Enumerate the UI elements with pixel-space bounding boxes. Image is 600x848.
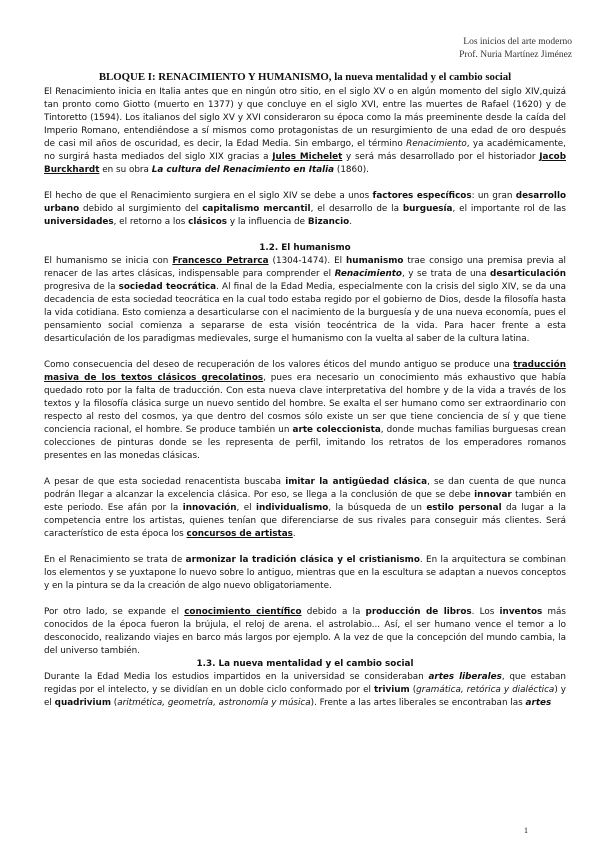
text: . Al final de la Edad Media, especialmente con la crisis del siglo XIV, se da una decadencia de esta sociedad teocrática en la cual todo estaba regido por el gobierno de Dios, desde la filosofía hasta la vida cotidiana. Esto comienza a desarticularse con el nacimiento de la burguesía y de una nueva economía, pues el pensamiento social comienza a separarse de esta visión teocéntrica de la vida. Para hacer frente a esta desarticulación de los paradigmas medievales, surge el humanismo con la vuelta al saber de la cultura latina. <box>44 282 566 344</box>
text: progresiva de la <box>44 282 119 292</box>
text: , el retorno a los <box>113 217 189 227</box>
text: , pues era necesario un conocimiento más exhaustivo que había quedado roto por la falta de traducción. Con esta nueva clave interpretativa del hombre y de la vida a través de los textos y la filosofía clásica surge un nuevo sentido del hombre. Se exalta el ser humano como ser extraordinario con respecto al resto del cosmos, ya que dentro del cosmos sólo existe un ser que tiene conciencia de sí y que tiene conciencia racional, el hombre. Se produce también un <box>44 373 567 435</box>
text: en su obra <box>99 165 152 175</box>
term: gramática, retórica y dialéctica <box>416 685 555 695</box>
running-header <box>459 36 572 62</box>
emphasis: universidades <box>44 217 114 227</box>
emphasis: desarticulación <box>490 269 566 279</box>
emphasis: arte coleccionista <box>292 425 381 435</box>
text: , ya académicamente, no surgirá hasta mediados del siglo XIX gracias a <box>44 139 566 162</box>
emphasis: individualismo <box>255 503 329 513</box>
term: aritmética, geometría, astronomía y música <box>117 698 311 708</box>
page-title: BLOQUE I: RENACIMIENTO Y HUMANISMO, la nueva mentalidad y el cambio social <box>98 71 512 83</box>
paragraph-artes-liberales <box>44 671 566 710</box>
text: El Renacimiento inicia en Italia antes que en ningún otro sitio, en el siglo XV o en algún momento del siglo XIV,quizá tan pronto como Giotto (muerto en 1377) y que concluye en el siglo XVI, entre las muertes de Rafael (1620) y de Tintoretto (1594). Los italianos del siglo XV y XVI consideraron su época como la más preeminente desde la caída del Imperio Romano, entendiéndose a sí mismos como protagonistas de un resurgimiento de una edad de oro después de casi mil años de oscuridad, es decir, la Edad Media. Sin embargo, el término <box>44 87 566 149</box>
text: (1860). <box>334 165 369 175</box>
text: ( <box>409 685 417 695</box>
emphasis: desarrollo urbano <box>44 191 567 214</box>
text: , que estaban regidas por el intelecto, y se dividían en un doble ciclo conformado por el <box>44 672 566 695</box>
emphasis: innovar <box>474 490 512 500</box>
link-michelet: Jules Michelet <box>272 152 343 162</box>
text: Durante la Edad Media los estudios impartidos en la universidad se consideraban <box>44 672 429 682</box>
text: , y se trata de una <box>401 269 491 279</box>
text: y será más desarrollado por el historiador <box>342 152 540 162</box>
text: En el Renacimiento se trata de <box>44 555 186 565</box>
text: y la influencia de <box>227 217 308 227</box>
text: , el importante rol de las <box>452 204 567 214</box>
emphasis-underlined: traducción masiva de los textos clásicos grecolatinos <box>44 360 566 383</box>
emphasis: trivium <box>373 685 410 695</box>
term: Renacimiento <box>406 139 467 149</box>
paragraph-armonizar <box>44 554 566 593</box>
text: Como consecuencia del deseo de recuperación de los valores éticos del mundo antiguo se produce una <box>44 360 514 370</box>
emphasis: inventos <box>499 607 543 617</box>
link-burckhardt: Jacob Burckhardt <box>44 152 566 175</box>
emphasis: quadrivium <box>54 698 111 708</box>
paragraph-intro <box>44 86 566 177</box>
text: : un gran <box>471 191 516 201</box>
text: , el desarrollo de la <box>310 204 403 214</box>
emphasis: capitalismo mercantil <box>202 204 311 214</box>
header-course: Los inicios del arte moderno <box>463 37 572 47</box>
text: A pesar de que esta sociedad renacentista buscaba <box>44 477 286 487</box>
paragraph-ciencia <box>44 606 566 658</box>
section-heading-mentalidad: 1.3. La nueva mentalidad y el cambio social <box>196 659 414 669</box>
emphasis: humanismo <box>346 256 404 266</box>
paragraph-humanismo <box>44 255 566 346</box>
emphasis: Bizancio <box>307 217 350 227</box>
emphasis: burguesía <box>402 204 453 214</box>
paragraph-innovacion <box>44 476 566 541</box>
emphasis: producción de libros <box>365 607 472 617</box>
text: , se dan cuenta de que nunca podrán llegar a alcanzar la excelencia clásica. Por eso, se llega a la conclusión de que se debe <box>44 477 567 500</box>
emphasis: imitar la antigüedad clásica <box>285 477 428 487</box>
emphasis: factores específicos <box>372 191 472 201</box>
text: debido a la <box>301 607 366 617</box>
text: . En la arquitectura se combinan los elementos y se yuxtapone lo nuevo sobre lo antiguo, mientras que en la escultura se adaptan a nuevos conceptos y en la pintura se da la creación de algo nuevo obligatoriamente. <box>44 555 566 591</box>
text: , donde muchas familias burguesas crean colecciones de pinturas donde se les representa de perfil, imitando los retratos de los emperadores romanos presentes en las monedas clásicas. <box>44 425 566 461</box>
emphasis: armonizar la tradición clásica y el cristianismo <box>185 555 420 565</box>
text: (1304-1474). El <box>268 256 347 266</box>
emphasis-underlined: conocimiento científico <box>184 607 302 617</box>
paragraph-traduccion <box>44 359 566 463</box>
text: Por otro lado, se expande el <box>44 607 185 617</box>
emphasis-underlined: concursos de artistas <box>186 529 293 539</box>
document-body <box>44 70 566 723</box>
emphasis: innovación <box>182 503 237 513</box>
text: más conocidos de la época fueron la brújula, el reloj de arena. el astrolabio... Así, el ser humano vence el temor a lo desconocido, realizando viajes en barco más largos por ejemplo. A la vez de que la concepción del mundo cambia, la del universo también. <box>44 607 567 656</box>
text: , el <box>236 503 256 513</box>
emphasis: sociedad teocrática <box>118 282 217 292</box>
text: ( <box>110 698 118 708</box>
term: artes liberales <box>428 672 502 682</box>
link-petrarca: Francesco Petrarca <box>172 256 269 266</box>
text: también en este periodo. Ese afán por la <box>44 490 567 513</box>
paragraph-factors <box>44 190 566 229</box>
text: . Los <box>471 607 500 617</box>
text: ) y el <box>44 685 566 708</box>
text: da lugar a la competencia entre los artistas, quienes tenían que diferenciarse de sus rivales para conseguir más clientes. Será característico de esta época los <box>44 503 566 539</box>
text: El humanismo se inicia con <box>44 256 173 266</box>
text: trae consigo una premisa previa al renacer de las artes clásicas, indispensable para comprender el <box>44 256 566 279</box>
header-author: Prof. Nuria Martínez Jiménez <box>459 50 572 60</box>
book-title: La cultura del Renacimiento en Italia <box>151 165 335 175</box>
text: . <box>292 529 296 539</box>
text: . <box>349 217 352 227</box>
term: artes <box>525 698 552 708</box>
emphasis: estilo personal <box>426 503 502 513</box>
text: ). Frente a las artes liberales se encontraban las <box>310 698 526 708</box>
term: Renacimiento <box>334 269 402 279</box>
section-heading-humanismo: 1.2. El humanismo <box>259 243 351 253</box>
text: El hecho de que el Renacimiento surgiera en el siglo XIV se debe a unos <box>44 191 373 201</box>
emphasis: clásicos <box>188 217 228 227</box>
page-number: 1 <box>524 826 528 835</box>
text: , la búsqueda de un <box>328 503 427 513</box>
text: debido al surgimiento del <box>79 204 203 214</box>
